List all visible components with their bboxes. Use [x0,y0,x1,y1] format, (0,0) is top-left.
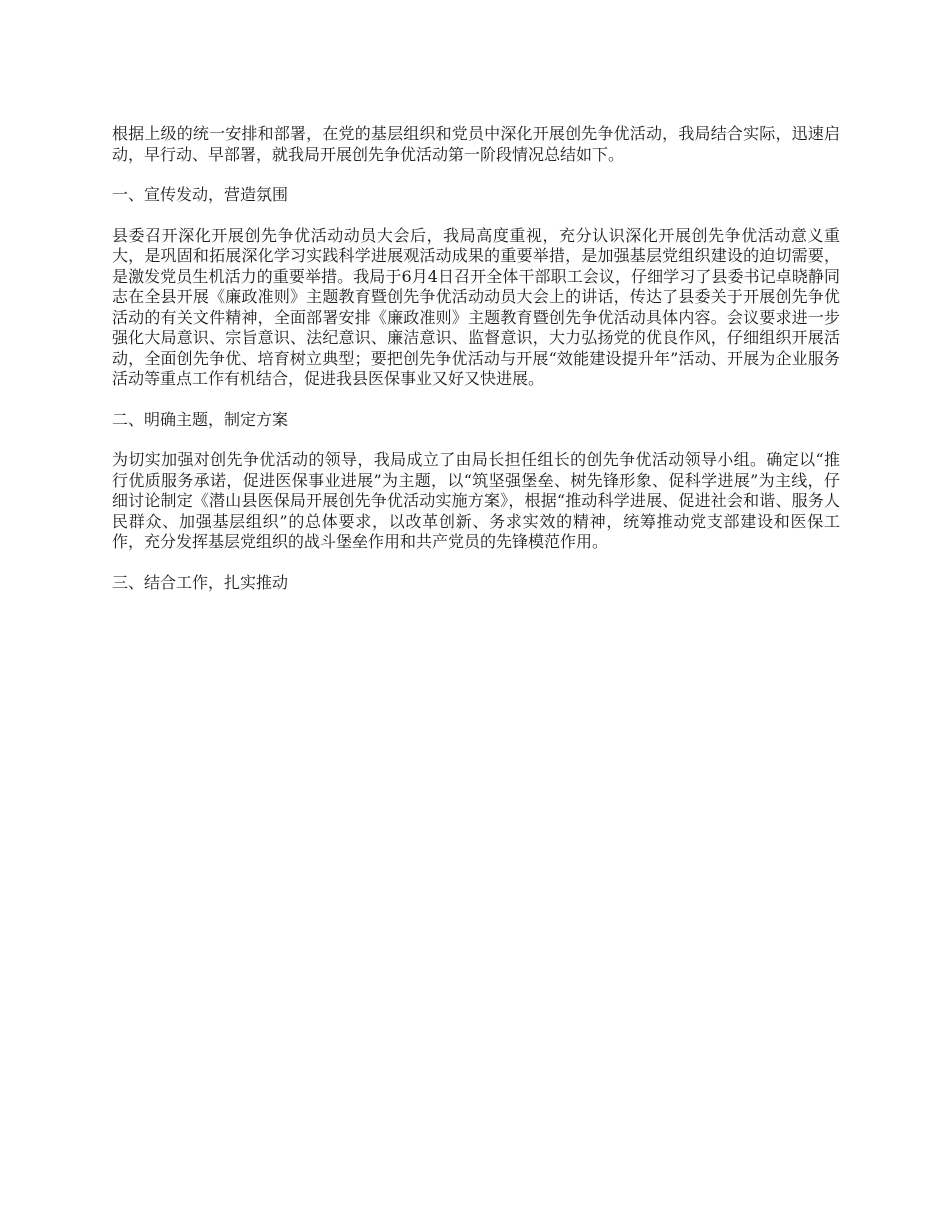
document-page [112,124,840,613]
section-2-paragraph: 为切实加强对创先争优活动的领导，我局成立了由局长担任组长的创先争优活动领导小组。确定以“推行优质服务承诺，促进医保事业进展”为主题，以“筑坚强堡垒、树先锋形象、促科学进展”为主线，仔细讨论制定《潜山县医保局开展创先争优活动实施方案》，根据“推动科学进展、促进社会和谐、服务人民群众、加强基层组织”的总体要求，以改革创新、务求实效的精神，统筹推动党支部建设和医保工作，充分发挥基层党组织的战斗堡垒作用和共产党员的先锋模范作用。 [112,450,840,551]
section-3-heading: 三、结合工作，扎实推动 [112,572,289,592]
section-1-paragraph: 县委召开深化开展创先争优活动动员大会后，我局高度重视，充分认识深化开展创先争优活动意义重大，是巩固和拓展深化学习实践科学进展观活动成果的重要举措，是加强基层党组织建设的迫切需要，是激发党员生机活力的重要举措。我局于6月4日召开全体干部职工会议，仔细学习了县委书记卓晓静同志在全县开展《廉政准则》主题教育暨创先争优活动动员大会上的讲话，传达了县委关于开展创先争优活动的有关文件精神，全面部署安排《廉政准则》主题教育暨创先争优活动具体内容。会议要求进一步强化大局意识、宗旨意识、法纪意识、廉洁意识、监督意识，大力弘扬党的优良作风，仔细组织开展活动，全面创先争优、培育树立典型；要把创先争优活动与开展“效能建设提升年”活动、开展为企业服务活动等重点工作有机结合，促进我县医保事业又好又快进展。 [112,225,840,388]
section-2-heading: 二、明确主题，制定方案 [112,409,289,429]
intro-paragraph: 根据上级的统一安排和部署，在党的基层组织和党员中深化开展创先争优活动，我局结合实际，迅速启动，早行动、早部署，就我局开展创先争优活动第一阶段情况总结如下。 [112,124,840,164]
section-1-heading: 一、宣传发动，营造氛围 [112,185,289,204]
